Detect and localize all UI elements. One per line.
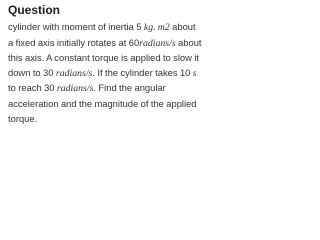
line-4-math-unit: radians/s <box>55 67 93 79</box>
line-5-math-unit: radians/s <box>56 83 94 95</box>
line-2-segment-1: a fixed axis initially rotates at 60 <box>8 36 140 48</box>
line-6-segment-1: acceleration and the magnitude of the applied <box>8 97 197 109</box>
question-card <box>0 0 202 124</box>
line-1-segment-1: cylinder with moment of inertia 5 <box>8 21 144 32</box>
line-3-segment-1: this axis. A constant torque is applied to slow it <box>8 52 200 64</box>
question-line-5 <box>8 81 192 97</box>
question-line-3 <box>8 51 200 66</box>
line-2-segment-3: about <box>175 36 202 48</box>
question-line-7 <box>8 112 192 127</box>
question-line-1 <box>8 20 196 36</box>
question-line-2 <box>8 36 202 52</box>
question-text <box>8 20 202 126</box>
line-1-math-unit: kg. m2 <box>143 22 170 33</box>
line-4-segment-3: . If the cylinder takes 10 <box>92 66 193 78</box>
line-5-segment-1: to reach 30 <box>8 82 57 94</box>
line-5-segment-3: . Find the angular <box>93 82 166 94</box>
question-heading: Question <box>8 3 61 17</box>
line-2-math-unit: radians/s <box>139 37 176 49</box>
question-line-6 <box>8 97 197 112</box>
line-4-segment-1: down to 30 <box>8 66 56 78</box>
line-4-math-seconds: s <box>192 67 197 79</box>
line-1-segment-3: about <box>169 21 196 32</box>
question-line-4 <box>8 66 197 82</box>
line-7-segment-1: torque. <box>8 112 38 124</box>
